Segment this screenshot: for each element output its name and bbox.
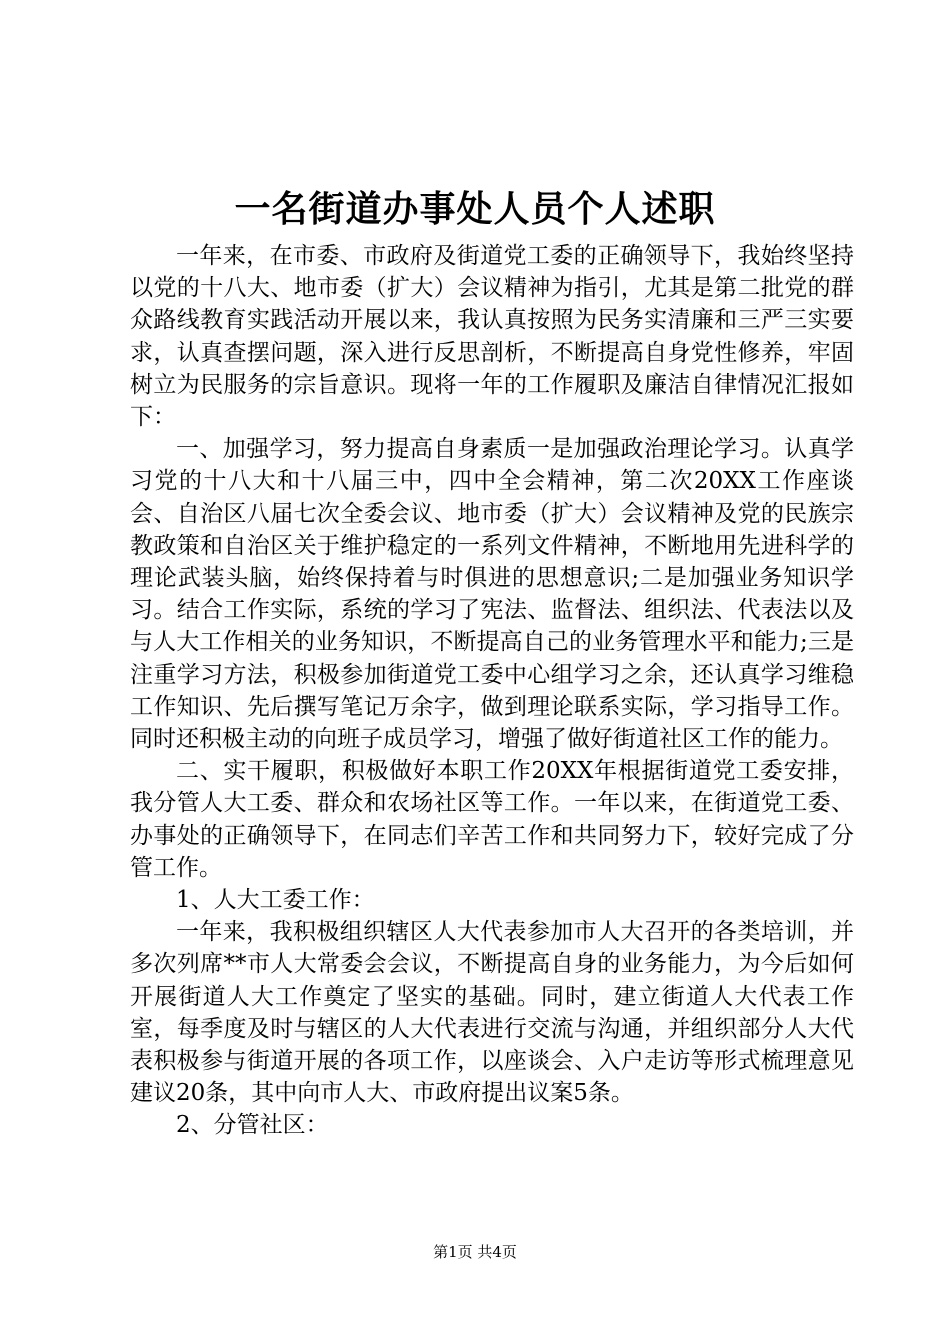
document-body [130,240,854,1142]
page-footer: 第1页 共4页 [433,1243,517,1261]
paragraph-intro: 一年来，在市委、市政府及街道党工委的正确领导下，我始终坚持以党的十八大、地市委（扩大）会议精神为指引，尤其是第二批党的群众路线教育实践活动开展以来，我认真按照为民务实清廉和三严三实要求，认真查摆问题，深入进行反思剖析，不断提高自身党性修养，牢固树立为民服务的宗旨意识。现将一年的工作履职及廉洁自律情况汇报如下： [130,243,854,431]
subheading-people-congress: 1、人大工委工作： [176,887,375,914]
document-title: 一名街道办事处人员个人述职 [234,188,716,230]
paragraph-section-two: 二、实干履职，积极做好本职工作20XX年根据街道党工委安排，我分管人大工委、群众和农场社区等工作。一年以来，在街道党工委、办事处的正确领导下，在同志们辛苦工作和共同努力下，较好完成了分管工作。 [130,758,854,881]
paragraph-people-congress: 一年来，我积极组织辖区人大代表参加市人大召开的各类培训，并多次列席**市人大常委会会议，不断提高自身的业务能力，为今后如何开展街道人大工作奠定了坚实的基础。同时，建立街道人大代表工作室，每季度及时与辖区的人大代表进行交流与沟通，并组织部分人大代表积极参与街道开展的各项工作，以座谈会、入户走访等形式梳理意见建议20条，其中向市人大、市政府提出议案5条。 [130,919,854,1107]
paragraph-section-one: 一、加强学习，努力提高自身素质一是加强政治理论学习。认真学习党的十八大和十八届三中，四中全会精神，第二次20XX工作座谈会、自治区八届七次全委会议、地市委（扩大）会议精神及党的民族宗教政策和自治区关于维护稳定的一系列文件精神，不断地用先进科学的理论武装头脑，始终保持着与时俱进的思想意识;二是加强业务知识学习。结合工作实际，系统的学习了宪法、监督法、组织法、代表法以及与人大工作相关的业务知识，不断提高自己的业务管理水平和能力;三是注重学习方法，积极参加街道党工委中心组学习之余，还认真学习维稳工作知识、先后撰写笔记万余字，做到理论联系实际，学习指导工作。同时还积极主动的向班子成员学习，增强了做好街道社区工作的能力。 [130,436,854,753]
subheading-community: 2、分管社区： [176,1112,329,1139]
